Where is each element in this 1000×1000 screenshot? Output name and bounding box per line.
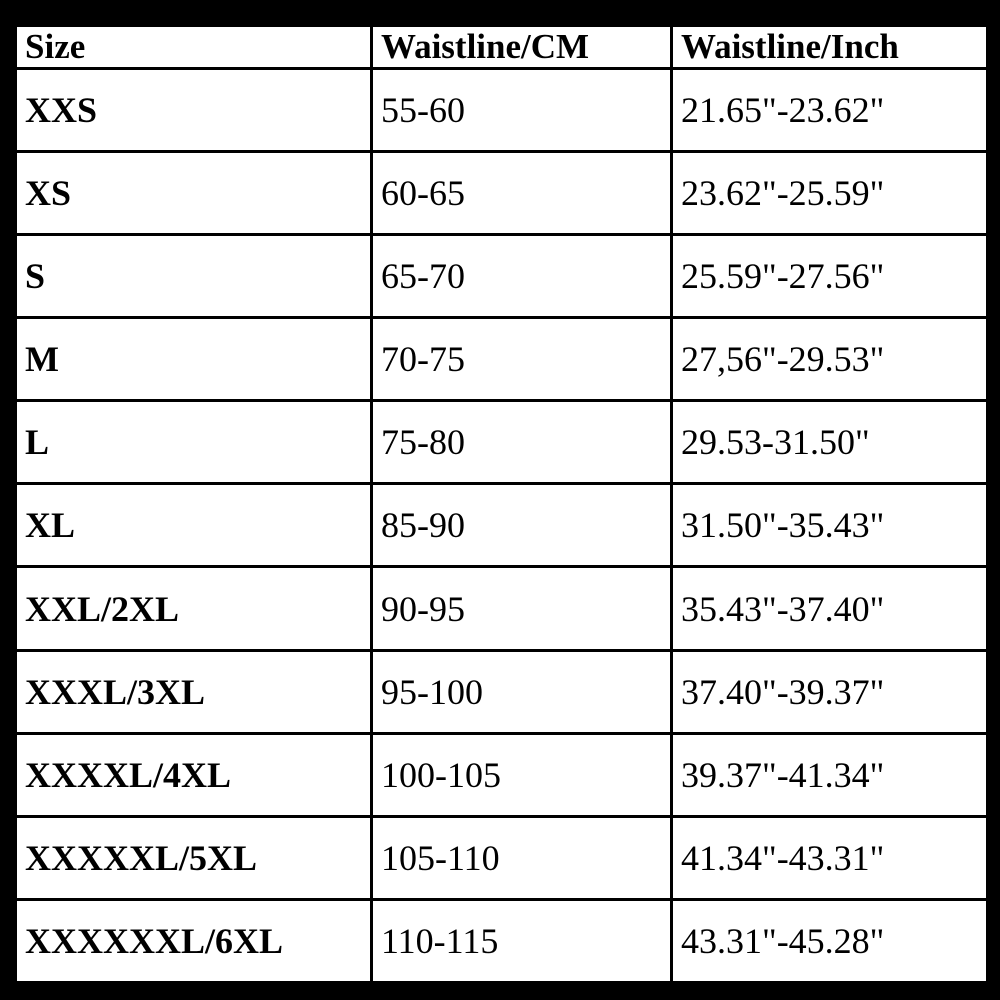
cell-waistline-cm: 110-115 xyxy=(372,899,672,982)
column-header-waistline-cm: Waistline/CM xyxy=(372,26,672,69)
cell-waistline-inch: 37.40"-39.37" xyxy=(672,650,988,733)
table-row xyxy=(16,484,988,567)
table-row xyxy=(16,650,988,733)
table-row xyxy=(16,69,988,152)
cell-waistline-inch: 25.59"-27.56" xyxy=(672,235,988,318)
cell-size: XXXL/3XL xyxy=(16,650,372,733)
cell-waistline-cm: 85-90 xyxy=(372,484,672,567)
cell-waistline-inch: 43.31"-45.28" xyxy=(672,899,988,982)
cell-waistline-cm: 60-65 xyxy=(372,152,672,235)
cell-waistline-cm: 70-75 xyxy=(372,318,672,401)
table-header-row xyxy=(16,26,988,69)
table-header xyxy=(16,26,988,69)
table-row xyxy=(16,152,988,235)
cell-size: XS xyxy=(16,152,372,235)
cell-size: XXS xyxy=(16,69,372,152)
cell-waistline-inch: 31.50"-35.43" xyxy=(672,484,988,567)
cell-size: S xyxy=(16,235,372,318)
cell-waistline-inch: 35.43"-37.40" xyxy=(672,567,988,650)
table-row xyxy=(16,816,988,899)
cell-waistline-inch: 29.53-31.50" xyxy=(672,401,988,484)
cell-waistline-cm: 65-70 xyxy=(372,235,672,318)
column-header-waistline-inch: Waistline/Inch xyxy=(672,26,988,69)
cell-waistline-inch: 39.37"-41.34" xyxy=(672,733,988,816)
cell-size: L xyxy=(16,401,372,484)
cell-waistline-cm: 90-95 xyxy=(372,567,672,650)
cell-waistline-cm: 75-80 xyxy=(372,401,672,484)
cell-waistline-inch: 41.34"-43.31" xyxy=(672,816,988,899)
column-header-size: Size xyxy=(16,26,372,69)
cell-waistline-inch: 23.62"-25.59" xyxy=(672,152,988,235)
table-row xyxy=(16,733,988,816)
cell-size: M xyxy=(16,318,372,401)
size-chart-table xyxy=(14,24,989,984)
table-row xyxy=(16,235,988,318)
cell-waistline-cm: 105-110 xyxy=(372,816,672,899)
cell-waistline-inch: 27,56"-29.53" xyxy=(672,318,988,401)
cell-waistline-cm: 55-60 xyxy=(372,69,672,152)
cell-size: XXXXXXL/6XL xyxy=(16,899,372,982)
table-row xyxy=(16,318,988,401)
cell-waistline-cm: 100-105 xyxy=(372,733,672,816)
size-chart-container xyxy=(14,24,986,984)
cell-size: XL xyxy=(16,484,372,567)
table-row xyxy=(16,899,988,982)
cell-waistline-inch: 21.65"-23.62" xyxy=(672,69,988,152)
cell-size: XXXXL/4XL xyxy=(16,733,372,816)
table-row xyxy=(16,567,988,650)
cell-size: XXXXXL/5XL xyxy=(16,816,372,899)
cell-size: XXL/2XL xyxy=(16,567,372,650)
cell-waistline-cm: 95-100 xyxy=(372,650,672,733)
table-body xyxy=(16,69,988,983)
table-row xyxy=(16,401,988,484)
